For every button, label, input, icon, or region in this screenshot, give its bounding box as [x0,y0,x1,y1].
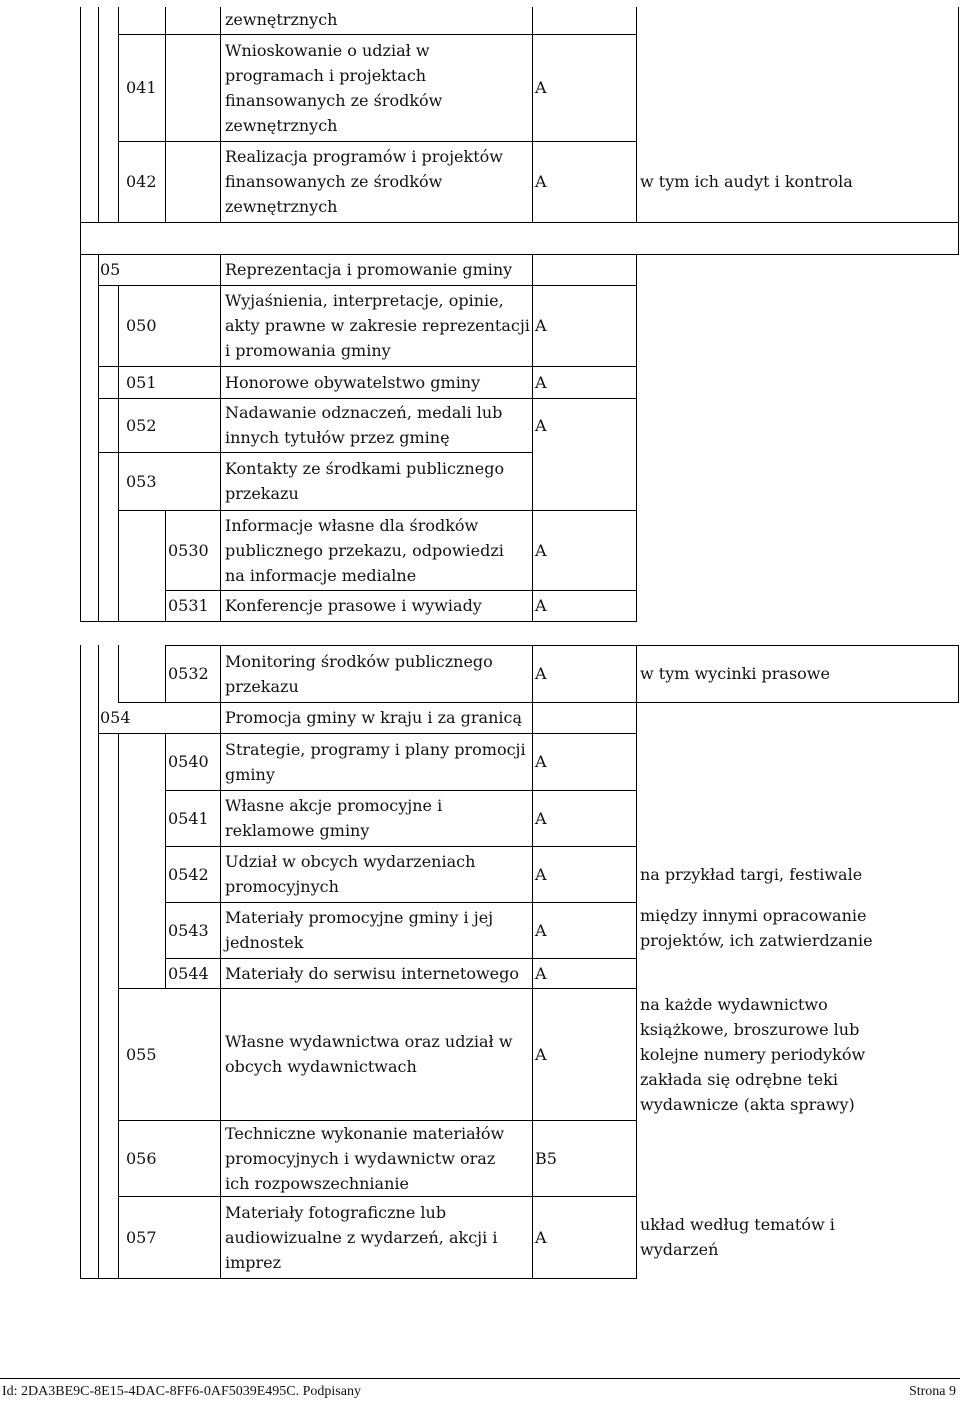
section-title-line: ich rozpowszechnianie [225,1174,409,1193]
grid-line-h [80,254,959,255]
section-title-line: Materiały fotograficzne lub [225,1203,447,1222]
section-code [126,370,157,395]
section-title-line: Honorowe obywatelstwo gminy [225,373,481,392]
section-code [126,313,157,338]
section-title-line: Własne akcje promocyjne i [225,796,443,815]
grid-line-h [98,366,637,367]
section-title-line: Monitoring środków publicznego [225,652,493,671]
section-title-line: Reprezentacja i promowanie gminy [225,260,513,279]
section-title [225,400,502,450]
remarks [640,903,873,953]
section-code-line: 057 [126,1228,157,1247]
section-title-line: programach i projektach [225,66,427,85]
archive-category: A [535,865,547,884]
grid-line-h [165,645,959,646]
grid-line-h [118,1196,637,1197]
subsection-code-line: 0540 [168,752,209,771]
subsection-code [168,538,209,563]
subsection-code [168,749,209,774]
grid-line-v [98,7,99,223]
archive-category: A [535,752,547,771]
section-title [225,257,512,282]
section-title-line: na informacje medialne [225,566,417,585]
grid-line-h [80,621,637,622]
footer-divider [0,1378,960,1379]
section-title-line: Konferencje prasowe i wywiady [225,596,482,615]
remarks-line: wydawnicze (akta sprawy) [640,1095,855,1114]
archive-category: A [535,664,547,683]
section-title-line: Techniczne wykonanie materiałów [225,1124,505,1143]
section-code [126,1225,157,1250]
grid-line-v [165,733,166,989]
remarks-line: na przykład targi, festiwale [640,865,863,884]
subsection-code-line: 0542 [168,865,209,884]
subsection-code-line: 0530 [168,541,209,560]
grid-line-v [636,254,637,622]
grid-line-h [165,590,637,591]
grid-line-v [80,254,81,622]
section-title-line: Kontakty ze środkami publicznego [225,459,505,478]
section-code [126,169,157,194]
grid-line-v [80,7,81,255]
archive-category: A [535,416,547,435]
grid-line-h [98,452,221,453]
page-number: Strona 9 [908,1384,956,1399]
subsection-code [168,918,209,943]
section-title [225,144,503,219]
section-code [100,257,120,282]
grid-line-v [98,645,99,1279]
subsection-code-line: 0544 [168,964,209,983]
section-title-line: gminy [225,765,275,784]
section-title [225,370,480,395]
subsection-code [168,862,209,887]
archive-category: A [535,316,547,335]
section-title [225,649,493,699]
subsection-code-line: 0543 [168,921,209,940]
section-title-line: Materiały do serwisu internetowego [225,964,519,983]
section-title-line: promocyjnych [225,877,339,896]
grid-line-v [958,7,959,255]
grid-line-v [220,254,221,622]
section-title-line: zewnętrznych [225,10,338,29]
archive-category: A [535,541,547,560]
archive-category: A [535,78,547,97]
grid-line-h [80,222,959,223]
section-title-line: akty prawne w zakresie reprezentacji [225,316,530,335]
grid-line-h [165,846,637,847]
archive-category: A [535,809,547,828]
grid-line-h [118,141,637,142]
archive-category: A [535,1228,547,1247]
grid-line-v [165,510,166,622]
section-title-line: finansowanych ze środków [225,91,443,110]
grid-line-v [220,645,221,1279]
section-code [126,1042,157,1067]
remarks-line: między innymi opracowanie [640,906,867,925]
grid-line-v [118,285,119,622]
grid-line-v [98,254,99,622]
grid-line-v [636,7,637,223]
archive-category: A [535,172,547,191]
section-title [225,905,493,955]
subsection-code-line: 0532 [168,664,209,683]
section-code-line: 05 [100,260,121,279]
grid-line-h [98,285,637,286]
section-title-line: Informacje własne dla środków [225,516,479,535]
remarks-line: w tym ich audyt i kontrola [640,172,853,191]
section-title-line: przekazu [225,677,299,696]
grid-line-h [165,790,637,791]
section-title [225,737,526,787]
remarks [640,992,865,1117]
section-title [225,961,519,986]
section-title-line: zewnętrznych [225,197,338,216]
remarks-line: projektów, ich zatwierdzanie [640,931,873,950]
grid-line-v [958,645,959,703]
section-title-line: Udział w obcych wydarzeniach [225,852,476,871]
grid-line-h [165,958,637,959]
archive-category: A [535,373,547,392]
section-title [225,7,337,32]
remarks [640,169,853,194]
section-title-line: promocyjnych i wydawnictw oraz [225,1149,496,1168]
grid-line-v [220,7,221,223]
subsection-code [168,661,209,686]
section-title-line: zewnętrznych [225,116,338,135]
grid-line-v [532,645,533,1279]
grid-line-h [98,733,637,734]
section-code [126,413,157,438]
section-title [225,705,522,730]
section-title [225,1121,504,1196]
section-title-line: i promowania gminy [225,341,391,360]
section-code-line: 042 [126,172,157,191]
grid-line-h [118,34,637,35]
section-title-line: Realizacja programów i projektów [225,147,503,166]
section-title-line: Nadawanie odznaczeń, medali lub [225,403,503,422]
section-title-line: finansowanych ze środków [225,172,443,191]
remarks-line: wydarzeń [640,1240,719,1259]
section-title [225,849,475,899]
remarks [640,862,862,887]
section-code [126,75,157,100]
subsection-code-line: 0531 [168,596,209,615]
grid-line-v [118,645,119,703]
section-title [225,793,442,843]
section-code-line: 052 [126,416,157,435]
section-code-line: 053 [126,472,157,491]
section-title-line: innych tytułów przez gminę [225,428,450,447]
remarks [640,661,830,686]
document-id: Id: 2DA3BE9C-8E15-4DAC-8FF6-0AF5039E495C. Podpisany [2,1384,361,1399]
section-title-line: przekazu [225,484,299,503]
grid-line-v [532,254,533,622]
section-title [225,513,504,588]
grid-line-v [118,733,119,1279]
section-title-line: obcych wydawnictwach [225,1057,417,1076]
grid-line-h [80,1278,637,1279]
subsection-code [168,806,209,831]
remarks [640,1212,835,1262]
remarks-line: na każde wydawnictwo [640,995,828,1014]
grid-line-h [98,398,637,399]
grid-line-v [636,645,637,1279]
section-title-line: reklamowe gminy [225,821,370,840]
section-title-line: imprez [225,1253,282,1272]
subsection-code-line: 0541 [168,809,209,828]
section-code [126,469,157,494]
grid-line-v [165,645,166,703]
section-code-line: 041 [126,78,157,97]
section-title [225,1029,513,1079]
section-code [100,705,131,730]
section-title [225,456,504,506]
remarks-line: zakłada się odrębne teki [640,1070,838,1089]
archive-category: A [535,596,547,615]
section-code-line: 050 [126,316,157,335]
section-title [225,593,482,618]
section-title [225,38,442,138]
section-title [225,288,530,363]
subsection-code [168,961,209,986]
section-title-line: audiowizualne z wydarzeń, akcji i [225,1228,498,1247]
section-title-line: publicznego przekazu, odpowiedzi [225,541,504,560]
grid-line-h [118,988,637,989]
section-title-line: Materiały promocyjne gminy i jej [225,908,494,927]
grid-line-v [118,7,119,223]
grid-line-v [80,645,81,1279]
section-title-line: Wyjaśnienia, interpretacje, opinie, [225,291,504,310]
grid-line-v [165,7,166,223]
grid-line-h [165,902,637,903]
section-code-line: 056 [126,1149,157,1168]
section-title-line: Strategie, programy i plany promocji [225,740,526,759]
remarks-line: kolejne numery periodyków [640,1045,866,1064]
section-title-line: Wnioskowanie o udział w [225,41,430,60]
grid-line-h [118,702,959,703]
remarks-line: układ według tematów i [640,1215,835,1234]
section-title-line: Własne wydawnictwa oraz udział w [225,1032,513,1051]
grid-line-h [220,452,533,453]
remarks-line: w tym wycinki prasowe [640,664,830,683]
section-code-line: 054 [100,708,131,727]
archive-category: A [535,921,547,940]
section-title [225,1200,497,1275]
archive-category: A [535,1045,547,1064]
archive-category: B5 [535,1149,557,1168]
section-code-line: 055 [126,1045,157,1064]
subsection-code [168,593,209,618]
section-title-line: jednostek [225,933,304,952]
grid-line-v [532,7,533,223]
remarks-line: książkowe, broszurowe lub [640,1020,860,1039]
section-title-line: Promocja gminy w kraju i za granicą [225,708,522,727]
grid-line-h [118,510,637,511]
archive-category: A [535,964,547,983]
section-code [126,1146,157,1171]
section-code-line: 051 [126,373,157,392]
